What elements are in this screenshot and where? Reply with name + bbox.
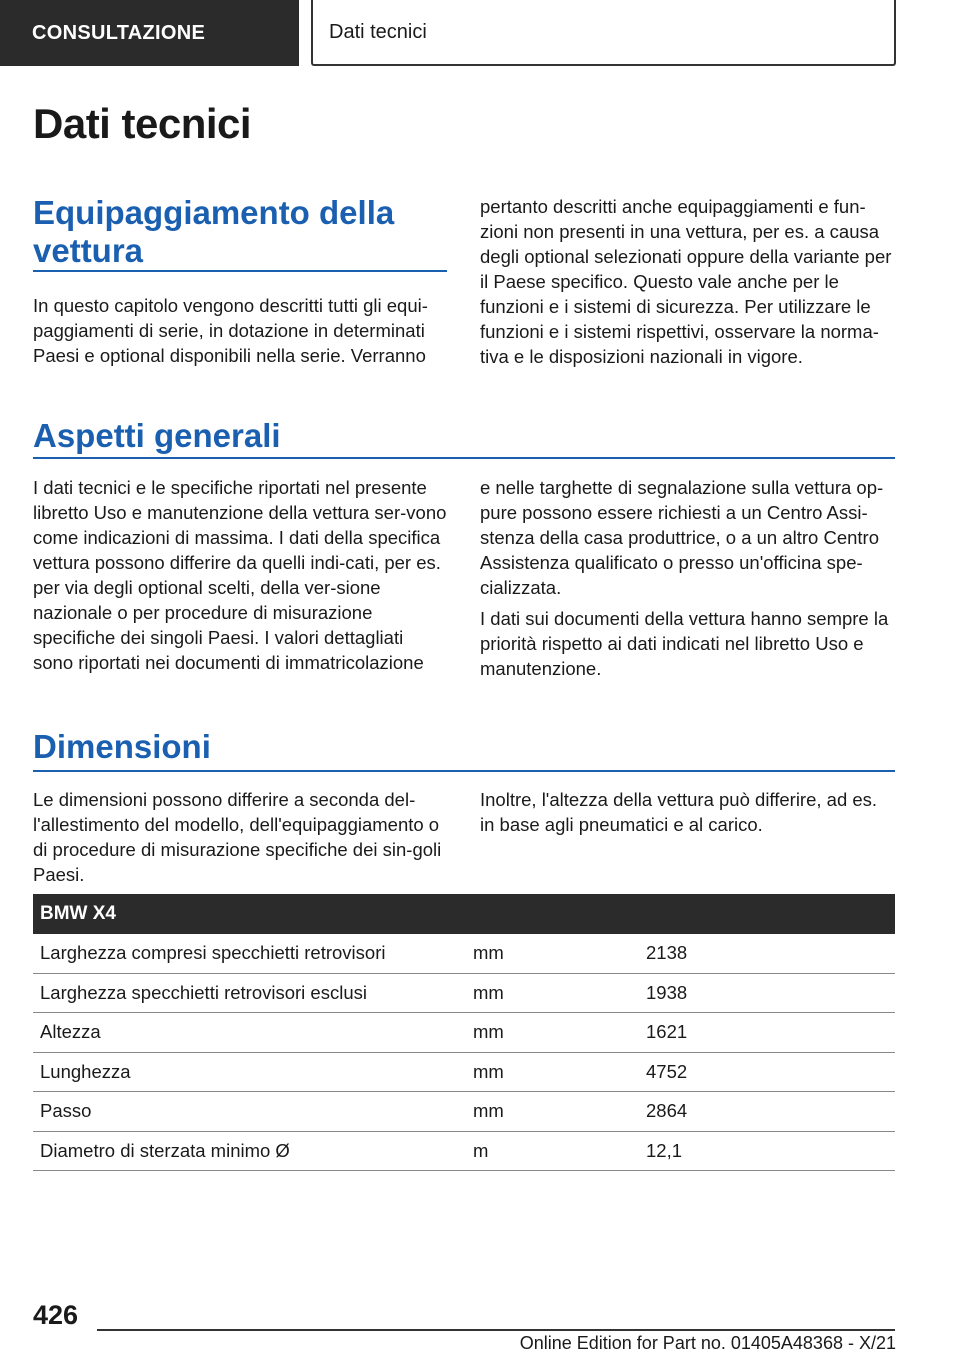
- dimensions-left-text: [33, 787, 448, 887]
- table-row: [33, 1053, 895, 1093]
- dimensions-right-paragraph: Inoltre, l'altezza della vettura può differire, ad es. in base agli pneumatici e al carico.: [480, 789, 878, 835]
- page-title: Dati tecnici: [33, 100, 252, 147]
- heading-equipment: [33, 194, 394, 270]
- row-unit: mm: [473, 1021, 504, 1042]
- row-value: 12,1: [646, 1139, 683, 1161]
- table-title: BMW X4: [33, 894, 895, 934]
- heading-general: Aspetti generali: [33, 417, 281, 454]
- row-unit: mm: [473, 942, 504, 963]
- heading-dimensions-rule: [33, 770, 895, 772]
- row-label: Larghezza specchietti retrovisori esclusi: [40, 981, 367, 1003]
- row-value: 2138: [646, 942, 688, 963]
- equipment-right-paragraph: pertanto descritti anche equipaggiamenti e fun-zioni non presenti in una vettura, per es. a causa degli optional selezionati oppure della variante per il Paese specifico. Questo vale anche per le funzioni e i sistemi di sicurezza. Per utilizzare le funzioni e i sistemi rispettivi, osservare la norma-tiva e le disposizioni nazionali in vigore.: [480, 196, 892, 367]
- heading-dimensions: Dimensioni: [33, 728, 211, 765]
- table-row: [33, 1092, 895, 1132]
- chapter-tab: Dati tecnici: [311, 0, 896, 66]
- row-value: 1938: [646, 981, 688, 1003]
- row-label: Diametro di sterzata minimo Ø: [40, 1139, 290, 1161]
- equipment-right-text: [480, 194, 895, 369]
- footer-edition-text: Online Edition for Part no. 01405A48368 - X/21: [519, 1333, 896, 1353]
- row-value: 1621: [646, 1021, 688, 1042]
- table-row: [33, 1132, 895, 1172]
- dimensions-left-paragraph: Le dimensioni possono differire a seconda del-l'allestimento del modello, dell'equipaggiamento o di procedure di misurazione specifiche dei sin-goli Paesi.: [33, 789, 442, 885]
- footer-edition: [390, 1330, 896, 1356]
- row-label: Passo: [40, 1100, 92, 1121]
- row-label: Lunghezza: [40, 1060, 131, 1082]
- row-unit: m: [473, 1139, 489, 1161]
- page-header: [0, 0, 960, 66]
- equipment-left-paragraph: In questo capitolo vengono descritti tutti gli equi-paggiamenti di serie, in dotazione in determinati Paesi e optional disponibili nella serie. Verranno: [33, 295, 428, 366]
- dimensions-right-text: [480, 787, 895, 837]
- row-unit: mm: [473, 1060, 504, 1082]
- row-label: Larghezza compresi specchietti retrovisori: [40, 942, 386, 963]
- general-right-paragraph-1: e nelle targhette di segnalazione sulla vettura op-pure possono essere richiesti a un Centro Assi-stenza della casa produttrice, o a un altro Centro Assistenza qualificato o presso un'officina spe-cializzata.: [480, 477, 884, 598]
- equipment-left-text: [33, 293, 448, 368]
- general-left-text: [33, 475, 448, 675]
- general-left-paragraph: I dati tecnici e le specifiche riportati nel presente libretto Uso e manutenzione della vettura ser-vono come indicazioni di massima. I dati della specifica vettura possono differire da quelli indi-cati, per es. per via degli optional scelti, della ver-sione nazionale o per procedure di misurazione specifiche dei singoli Paesi. I valori dettagliati sono riportati nei documenti di immatricolazione: [33, 477, 447, 673]
- dimensions-table: [33, 894, 895, 1171]
- row-value: 2864: [646, 1100, 688, 1121]
- heading-general-rule: [33, 457, 895, 459]
- heading-equipment-rule: [33, 270, 447, 272]
- heading-equipment-line1: Equipaggiamento della: [33, 194, 395, 231]
- page-number: 426: [33, 1300, 79, 1330]
- table-row: [33, 934, 895, 974]
- table-row: [33, 974, 895, 1014]
- row-label: Altezza: [40, 1021, 101, 1042]
- general-right-paragraph-2: I dati sui documenti della vettura hanno sempre la priorità rispetto ai dati indicati nel libretto Uso e manutenzione.: [480, 608, 889, 679]
- table-row: [33, 1013, 895, 1053]
- row-unit: mm: [473, 981, 504, 1003]
- row-unit: mm: [473, 1100, 504, 1121]
- general-right-text: [480, 475, 895, 681]
- heading-equipment-line2: vettura: [33, 232, 144, 269]
- section-tab: CONSULTAZIONE: [0, 0, 299, 66]
- row-value: 4752: [646, 1060, 688, 1082]
